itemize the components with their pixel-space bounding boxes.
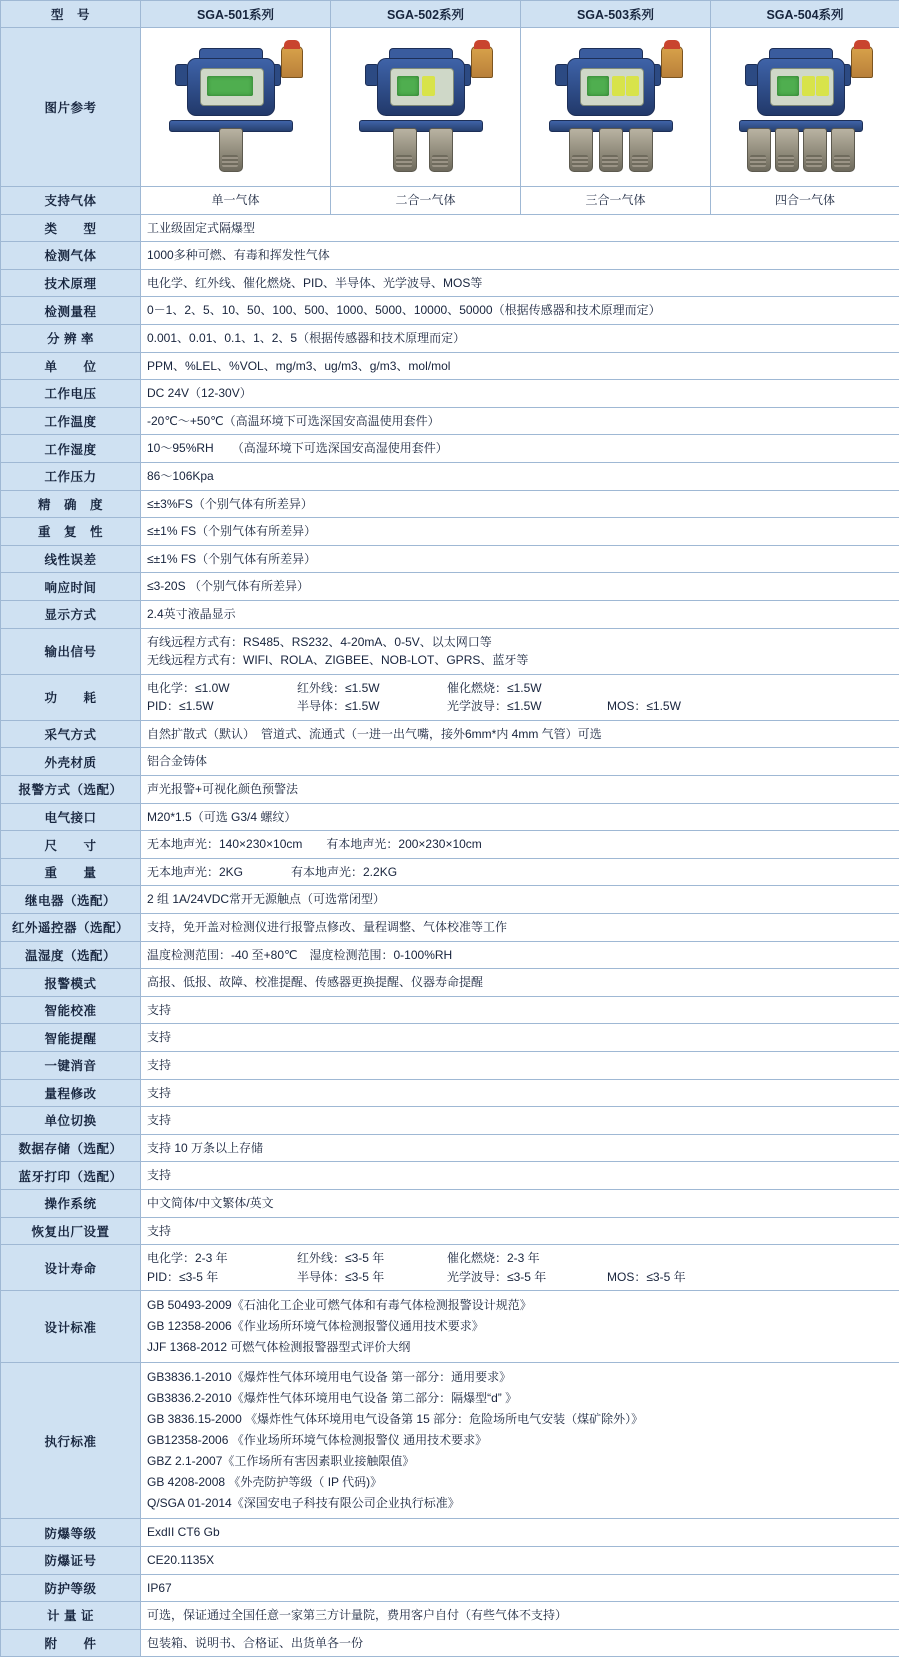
table-row-factory-reset — [1, 1217, 899, 1245]
device-body — [757, 58, 845, 116]
table-row-exec-standard — [1, 1363, 899, 1519]
row-label-weight: 重 量 — [1, 858, 141, 886]
row-label-type: 类 型 — [1, 214, 141, 242]
power-electrochemical: 电化学：≤1.0W — [147, 679, 297, 698]
lifespan-line-1 — [147, 1249, 893, 1268]
row-value-smart-calibration: 支持 — [141, 996, 899, 1024]
row-label-unit: 单 位 — [1, 352, 141, 380]
row-label-smart-calibration: 智能校准 — [1, 996, 141, 1024]
alarm-light-icon — [661, 46, 683, 78]
row-label-factory-reset: 恢复出厂设置 — [1, 1217, 141, 1245]
row-label-mute: 一键消音 — [1, 1052, 141, 1080]
row-label-detect-gas: 检测气体 — [1, 242, 141, 270]
row-value-work-humidity: 10～95%RH （高湿环境下可选深国安高湿使用套件） — [141, 435, 899, 463]
row-label-output-signal: 输出信号 — [1, 628, 141, 674]
sensor-probe — [831, 128, 855, 172]
device-display — [777, 76, 799, 96]
row-label-temp-humidity: 温湿度（选配） — [1, 941, 141, 969]
table-row-voltage — [1, 380, 899, 408]
row-value-repeatability: ≤±1% FS（个别气体有所差异） — [141, 518, 899, 546]
table-row-range-modify — [1, 1079, 899, 1107]
exec-standard-line-3: GB 3836.15-2000 《爆炸性气体环境用电气设备第 15 部分：危险场所电气安装（煤矿除外）》 — [147, 1409, 893, 1430]
table-row-accuracy — [1, 490, 899, 518]
row-label-sampling: 采气方式 — [1, 720, 141, 748]
support-gas-1: 单一气体 — [141, 187, 331, 215]
exec-standard-line-5: GBZ 2.1-2007《工作场所有害因素职业接触限值》 — [147, 1451, 893, 1472]
table-row-ir-remote — [1, 914, 899, 942]
table-row-accessories — [1, 1629, 899, 1657]
row-label-unit-switch: 单位切换 — [1, 1107, 141, 1135]
row-value-work-pressure: 86～106Kpa — [141, 462, 899, 490]
row-value-sampling: 自然扩散式（默认） 管道式、流通式（一进一出气嘴，接外6mm*内 4mm 气管）可选 — [141, 720, 899, 748]
support-gas-4: 四合一气体 — [711, 187, 899, 215]
power-mos: MOS：≤1.5W — [607, 697, 681, 716]
row-label-exec-standard: 执行标准 — [1, 1363, 141, 1519]
table-row-output-signal — [1, 628, 899, 674]
sensor-probe — [747, 128, 771, 172]
sensor-probe — [393, 128, 417, 172]
device-manifold — [359, 120, 483, 132]
table-row-alarm-mode — [1, 969, 899, 997]
row-value-os: 中文简体/中文繁体/英文 — [141, 1189, 899, 1217]
row-value-data-storage: 支持 10 万条以上存储 — [141, 1134, 899, 1162]
gas-detector-illustration-1 — [147, 34, 327, 180]
sensor-probe — [219, 128, 243, 172]
row-value-detect-gas: 1000多种可燃、有毒和挥发性气体 — [141, 242, 899, 270]
row-value-range-modify: 支持 — [141, 1079, 899, 1107]
table-row-support-gas — [1, 187, 899, 215]
row-label-lifespan: 设计寿命 — [1, 1245, 141, 1291]
row-value-ir-remote: 支持，免开盖对检测仪进行报警点修改、量程调整、气体校准等工作 — [141, 914, 899, 942]
sensor-probe — [599, 128, 623, 172]
row-label-bluetooth-print: 蓝牙打印（选配） — [1, 1162, 141, 1190]
row-value-bluetooth-print: 支持 — [141, 1162, 899, 1190]
lifespan-pid: PID：≤3-5 年 — [147, 1268, 297, 1287]
table-row-smart-calibration — [1, 996, 899, 1024]
product-image-sga504 — [711, 28, 899, 187]
lifespan-optical-waveguide: 光学波导：≤3-5 年 — [447, 1268, 607, 1287]
row-label-size: 尺 寸 — [1, 831, 141, 859]
table-row-weight — [1, 858, 899, 886]
row-label-relay: 继电器（选配） — [1, 886, 141, 914]
row-value-ex-rating: ExdII CT6 Gb — [141, 1519, 899, 1547]
power-infrared: 红外线：≤1.5W — [297, 679, 447, 698]
device-display — [397, 76, 419, 96]
gas-detector-illustration-4 — [717, 34, 897, 180]
table-row-smart-reminder — [1, 1024, 899, 1052]
power-semiconductor: 半导体：≤1.5W — [297, 697, 447, 716]
row-label-os: 操作系统 — [1, 1189, 141, 1217]
table-row-lifespan — [1, 1245, 899, 1291]
table-row-temp-humidity — [1, 941, 899, 969]
table-row-ip-rating — [1, 1574, 899, 1602]
lifespan-electrochemical: 电化学：2-3 年 — [147, 1249, 297, 1268]
exec-standard-line-4: GB12358-2006 《作业场所环境气体检测报警仪 通用技术要求》 — [147, 1430, 893, 1451]
power-optical-waveguide: 光学波导：≤1.5W — [447, 697, 607, 716]
row-label-support-gas: 支持气体 — [1, 187, 141, 215]
row-label-work-humidity: 工作湿度 — [1, 435, 141, 463]
device-display — [587, 76, 609, 96]
lifespan-line-2 — [147, 1268, 893, 1287]
row-value-resolution: 0.001、0.01、0.1、1、2、5（根据传感器和技术原理而定） — [141, 324, 899, 352]
row-value-weight: 无本地声光：2KG 有本地声光：2.2KG — [141, 858, 899, 886]
device-display — [207, 76, 253, 96]
table-row-sampling — [1, 720, 899, 748]
device-display-secondary — [612, 76, 625, 96]
row-label-data-storage: 数据存储（选配） — [1, 1134, 141, 1162]
sensor-probe — [429, 128, 453, 172]
table-row-model — [1, 1, 899, 28]
row-value-metrology-cert: 可选，保证通过全国任意一家第三方计量院，费用客户自付（有些气体不支持） — [141, 1602, 899, 1630]
row-label-response-time: 响应时间 — [1, 573, 141, 601]
table-row-unit-switch — [1, 1107, 899, 1135]
gas-detector-illustration-2 — [337, 34, 517, 180]
power-catalytic: 催化燃烧：≤1.5W — [447, 679, 607, 698]
row-value-display: 2.4英寸液晶显示 — [141, 600, 899, 628]
row-label-metrology-cert: 计 量 证 — [1, 1602, 141, 1630]
table-row-power — [1, 674, 899, 720]
device-face — [390, 68, 454, 106]
alarm-light-icon — [281, 46, 303, 78]
row-label-range-modify: 量程修改 — [1, 1079, 141, 1107]
lifespan-mos: MOS：≤3-5 年 — [607, 1268, 686, 1287]
alarm-light-icon — [471, 46, 493, 78]
row-value-alarm-mode: 高报、低报、故障、校准提醒、传感器更换提醒、仪器寿命提醒 — [141, 969, 899, 997]
alarm-light-icon — [851, 46, 873, 78]
row-label-ex-cert: 防爆证号 — [1, 1546, 141, 1574]
table-row-ex-rating — [1, 1519, 899, 1547]
row-label-accuracy: 精 确 度 — [1, 490, 141, 518]
table-row-detect-gas — [1, 242, 899, 270]
row-value-smart-reminder: 支持 — [141, 1024, 899, 1052]
row-label-work-pressure: 工作压力 — [1, 462, 141, 490]
table-row-type — [1, 214, 899, 242]
row-value-output-signal — [141, 628, 899, 674]
gas-detector-illustration-3 — [527, 34, 707, 180]
table-row-range — [1, 297, 899, 325]
table-row-response-time — [1, 573, 899, 601]
row-value-principle: 电化学、红外线、催化燃烧、PID、半导体、光学波导、MOS等 — [141, 269, 899, 297]
device-display-tertiary — [626, 76, 639, 96]
product-image-sga503 — [521, 28, 711, 187]
model-header-2: SGA-502系列 — [331, 1, 521, 28]
table-row-resolution — [1, 324, 899, 352]
design-standard-line-1: GB 50493-2009《石油化工企业可燃气体和有毒气体检测报警设计规范》 — [147, 1295, 893, 1316]
row-value-lifespan — [141, 1245, 899, 1291]
model-header-1: SGA-501系列 — [141, 1, 331, 28]
device-face — [200, 68, 264, 106]
design-standard-line-3: JJF 1368-2012 可燃气体检测报警器型式评价大纲 — [147, 1337, 893, 1358]
row-value-type: 工业级固定式隔爆型 — [141, 214, 899, 242]
table-row-data-storage — [1, 1134, 899, 1162]
device-face — [580, 68, 644, 106]
table-row-work-humidity — [1, 435, 899, 463]
row-value-factory-reset: 支持 — [141, 1217, 899, 1245]
table-row-electrical-interface — [1, 803, 899, 831]
row-label-ir-remote: 红外遥控器（选配） — [1, 914, 141, 942]
table-row-display — [1, 600, 899, 628]
table-row-relay — [1, 886, 899, 914]
sensor-probe — [569, 128, 593, 172]
row-label-display: 显示方式 — [1, 600, 141, 628]
lifespan-semiconductor: 半导体：≤3-5 年 — [297, 1268, 447, 1287]
sensor-probe — [803, 128, 827, 172]
row-value-ex-cert: CE20.1135X — [141, 1546, 899, 1574]
table-row-os — [1, 1189, 899, 1217]
table-row-principle — [1, 269, 899, 297]
row-value-temp-humidity: 温度检测范围：-40 至+80℃ 湿度检测范围：0-100%RH — [141, 941, 899, 969]
table-row-design-standard — [1, 1291, 899, 1363]
row-value-voltage: DC 24V（12-30V） — [141, 380, 899, 408]
row-value-accessories: 包装箱、说明书、合格证、出货单各一份 — [141, 1629, 899, 1657]
support-gas-2: 二合一气体 — [331, 187, 521, 215]
row-label-voltage: 工作电压 — [1, 380, 141, 408]
exec-standard-line-2: GB3836.2-2010《爆炸性气体环境用电气设备 第二部分：隔爆型“d” 》 — [147, 1388, 893, 1409]
row-label-electrical-interface: 电气接口 — [1, 803, 141, 831]
table-row-size — [1, 831, 899, 859]
device-display-secondary — [802, 76, 815, 96]
row-value-linearity: ≤±1% FS（个别气体有所差异） — [141, 545, 899, 573]
design-standard-line-2: GB 12358-2006《作业场所环境气体检测报警仪通用技术要求》 — [147, 1316, 893, 1337]
row-label-accessories: 附 件 — [1, 1629, 141, 1657]
table-row-bluetooth-print — [1, 1162, 899, 1190]
row-label-model: 型 号 — [1, 1, 141, 28]
row-label-resolution: 分 辨 率 — [1, 324, 141, 352]
row-label-linearity: 线性误差 — [1, 545, 141, 573]
row-label-design-standard: 设计标准 — [1, 1291, 141, 1363]
device-body — [377, 58, 465, 116]
table-row-images — [1, 28, 899, 187]
row-label-housing: 外壳材质 — [1, 748, 141, 776]
power-line-1 — [147, 679, 893, 698]
lifespan-infrared: 红外线：≤3-5 年 — [297, 1249, 447, 1268]
table-row-unit — [1, 352, 899, 380]
table-row-repeatability — [1, 518, 899, 546]
row-label-work-temp: 工作温度 — [1, 407, 141, 435]
table-row-work-pressure — [1, 462, 899, 490]
row-label-ip-rating: 防护等级 — [1, 1574, 141, 1602]
table-row-housing — [1, 748, 899, 776]
row-value-power — [141, 674, 899, 720]
row-value-accuracy: ≤±3%FS（个别气体有所差异） — [141, 490, 899, 518]
row-value-housing: 铝合金铸体 — [141, 748, 899, 776]
output-signal-wireless: 无线远程方式有：WIFI、ROLA、ZIGBEE、NOB-LOT、GPRS、蓝牙等 — [147, 651, 893, 670]
row-value-ip-rating: IP67 — [141, 1574, 899, 1602]
row-label-range: 检测量程 — [1, 297, 141, 325]
power-line-2 — [147, 697, 893, 716]
row-value-exec-standard — [141, 1363, 899, 1519]
row-value-design-standard — [141, 1291, 899, 1363]
power-pid: PID：≤1.5W — [147, 697, 297, 716]
row-label-power: 功 耗 — [1, 674, 141, 720]
table-row-alarm-method — [1, 776, 899, 804]
row-value-unit: PPM、%LEL、%VOL、mg/m3、ug/m3、g/m3、mol/mol — [141, 352, 899, 380]
sensor-probe — [775, 128, 799, 172]
row-value-mute: 支持 — [141, 1052, 899, 1080]
table-row-metrology-cert — [1, 1602, 899, 1630]
row-value-alarm-method: 声光报警+可视化颜色预警法 — [141, 776, 899, 804]
table-row-ex-cert — [1, 1546, 899, 1574]
model-header-4: SGA-504系列 — [711, 1, 899, 28]
row-value-size: 无本地声光：140×230×10cm 有本地声光：200×230×10cm — [141, 831, 899, 859]
row-label-alarm-method: 报警方式（选配） — [1, 776, 141, 804]
row-label-alarm-mode: 报警模式 — [1, 969, 141, 997]
sensor-probe — [629, 128, 653, 172]
product-image-sga501 — [141, 28, 331, 187]
device-body — [187, 58, 275, 116]
row-label-ex-rating: 防爆等级 — [1, 1519, 141, 1547]
exec-standard-line-1: GB3836.1-2010《爆炸性气体环境用电气设备 第一部分：通用要求》 — [147, 1367, 893, 1388]
device-face — [770, 68, 834, 106]
table-row-linearity — [1, 545, 899, 573]
row-value-relay: 2 组 1A/24VDC常开无源触点（可选常闭型） — [141, 886, 899, 914]
row-label-smart-reminder: 智能提醒 — [1, 1024, 141, 1052]
exec-standard-line-6: GB 4208-2008 《外壳防护等级（ IP 代码)》 — [147, 1472, 893, 1493]
row-value-unit-switch: 支持 — [141, 1107, 899, 1135]
table-row-mute — [1, 1052, 899, 1080]
device-display-tertiary — [816, 76, 829, 96]
row-label-image-reference: 图片参考 — [1, 28, 141, 187]
device-display-secondary — [422, 76, 435, 96]
row-value-work-temp: -20℃～+50℃（高温环境下可选深国安高温使用套件） — [141, 407, 899, 435]
device-body — [567, 58, 655, 116]
lifespan-catalytic: 催化燃烧：2-3 年 — [447, 1249, 607, 1268]
row-value-response-time: ≤3-20S （个别气体有所差异） — [141, 573, 899, 601]
row-label-principle: 技术原理 — [1, 269, 141, 297]
row-value-range: 0－1、2、5、10、50、100、500、1000、5000、10000、50000（根据传感器和技术原理而定） — [141, 297, 899, 325]
table-row-work-temp — [1, 407, 899, 435]
row-value-electrical-interface: M20*1.5（可选 G3/4 螺纹） — [141, 803, 899, 831]
exec-standard-line-7: Q/SGA 01-2014《深国安电子科技有限公司企业执行标准》 — [147, 1493, 893, 1514]
model-header-3: SGA-503系列 — [521, 1, 711, 28]
product-image-sga502 — [331, 28, 521, 187]
output-signal-wired: 有线远程方式有：RS485、RS232、4-20mA、0-5V、以太网口等 — [147, 633, 893, 652]
support-gas-3: 三合一气体 — [521, 187, 711, 215]
row-label-repeatability: 重 复 性 — [1, 518, 141, 546]
